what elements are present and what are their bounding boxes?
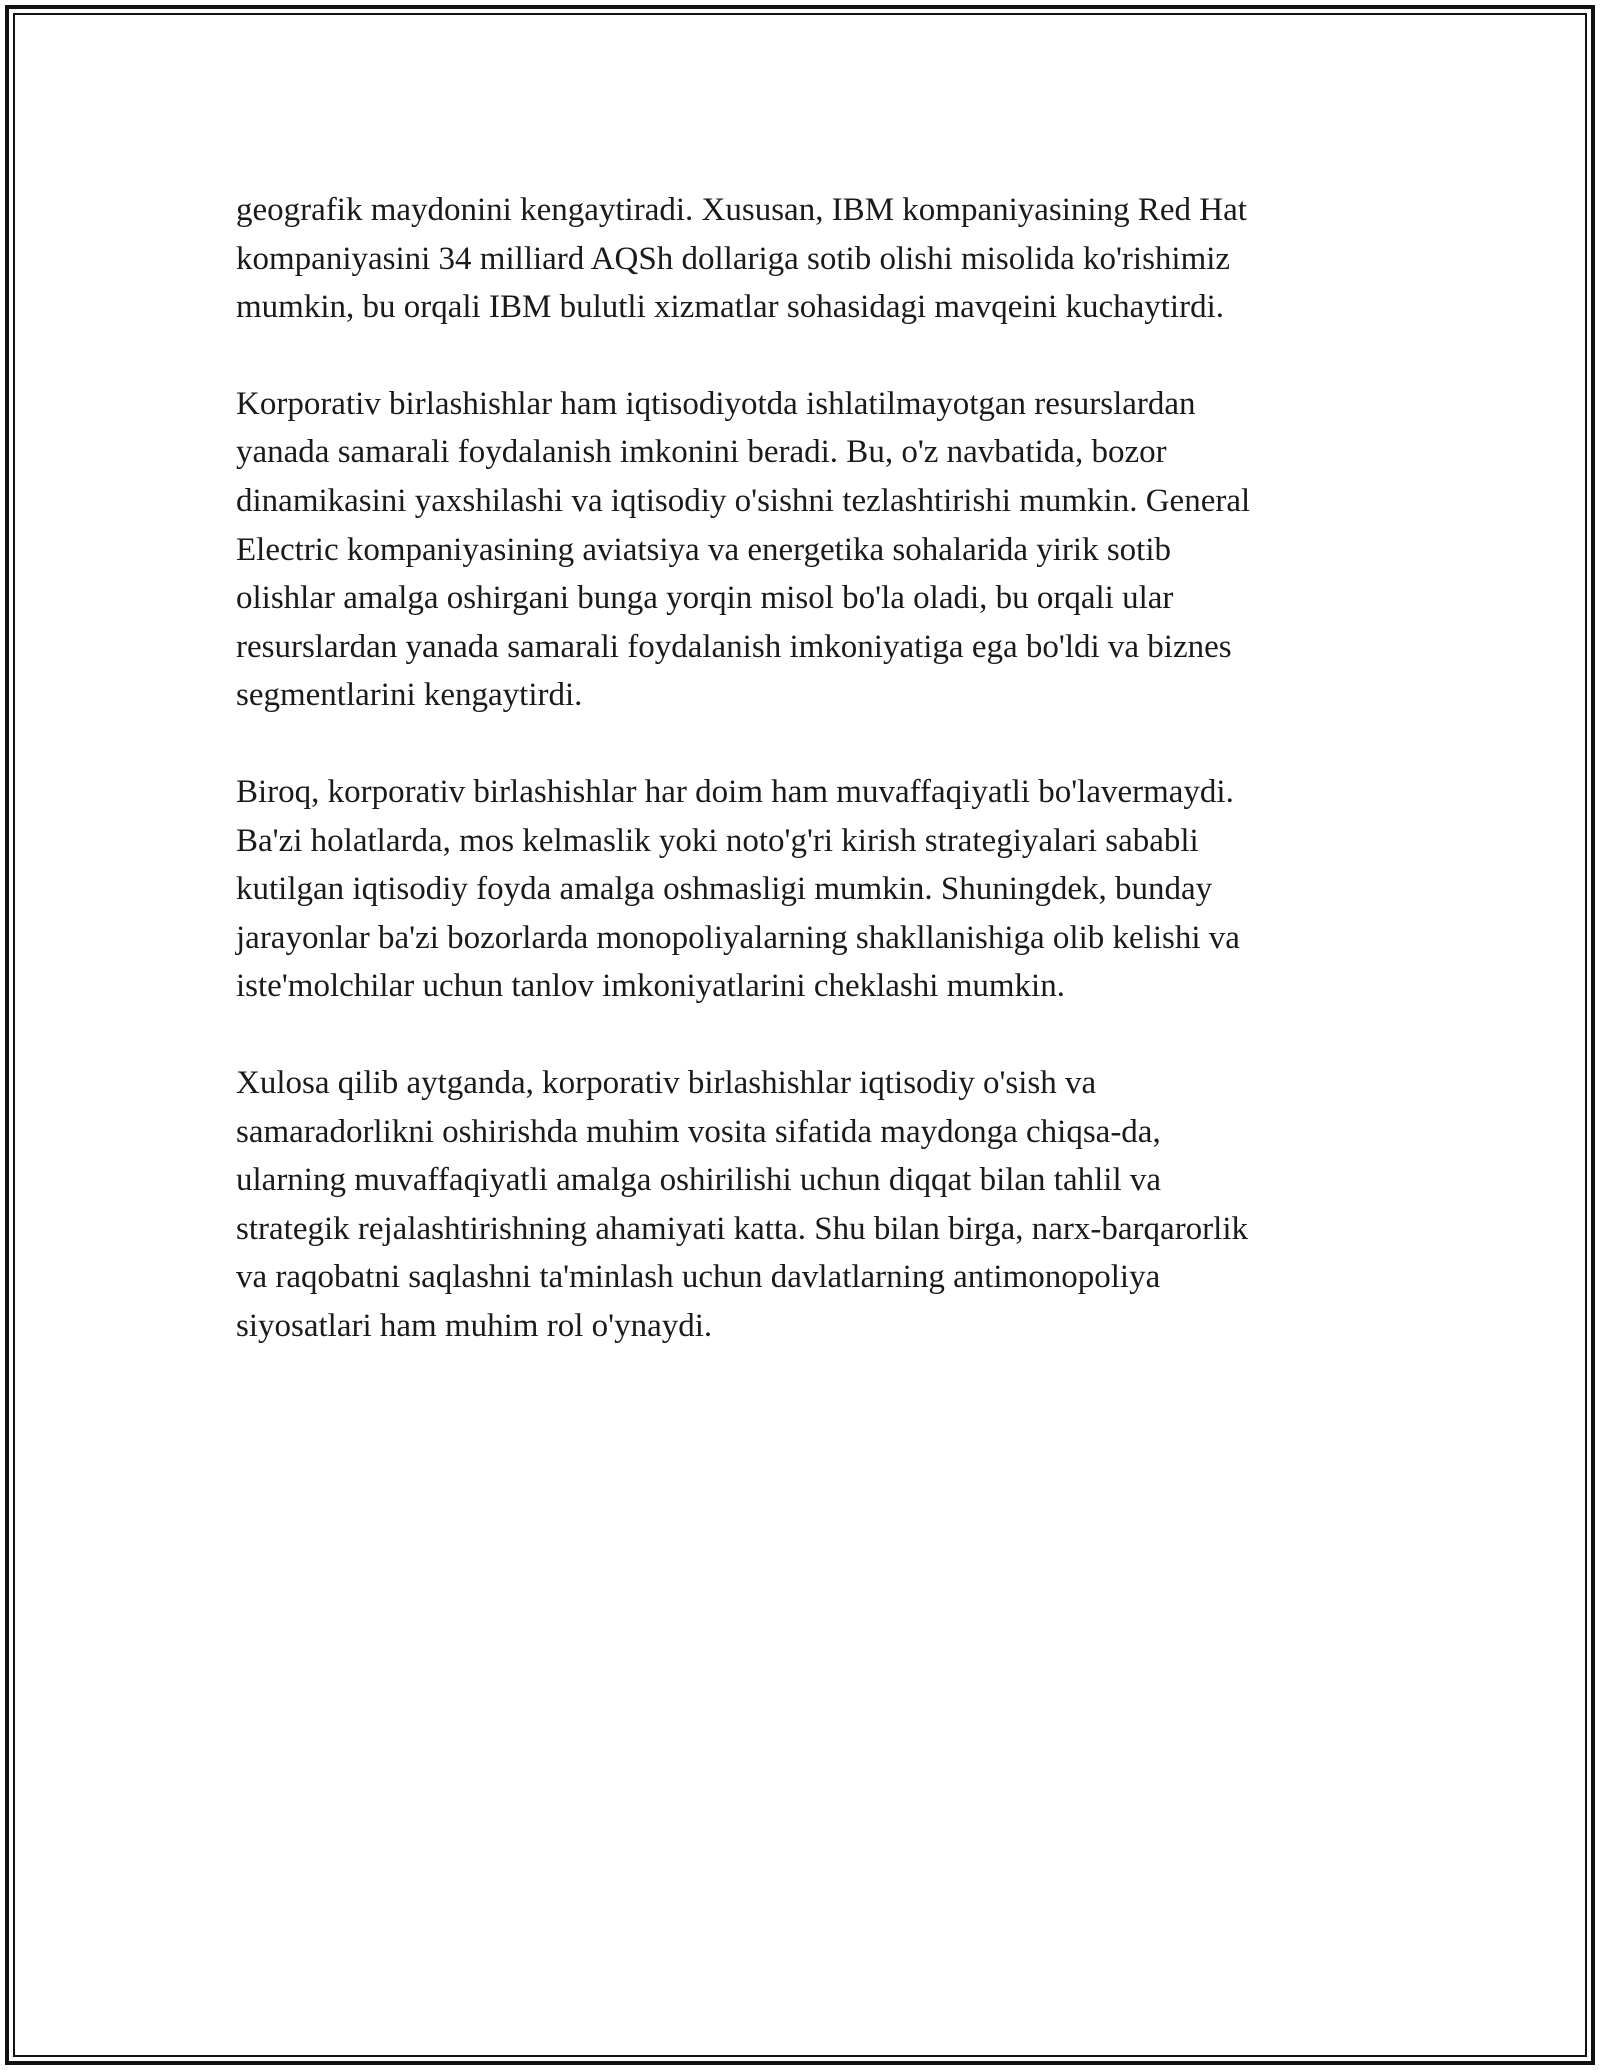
paragraph-conclusion: Xulosa qilib aytganda, korporativ birlashishlar iqtisodiy o'sish va samaradorlikni oshirishda muhim vosita sifatida maydonga chiqsa-da, ularning muvaffaqiyatli amalga oshirilishi uchun diqqat bilan tahlil va strategik rejalashtirishning ahamiyati katta. Shu bilan birga, narx-barqarorlik va raqobatni saqlashni ta'minlash uchun davlatlarning antimonopoliya siyosatlari ham muhim rol o'ynaydi. (236, 1064, 1249, 1344)
paragraph-ibm-red-hat: geografik maydonini kengaytiradi. Xususan, IBM kompaniyasining Red Hat kompaniyasini 34 milliard AQSh dollariga sotib olishi misolida ko'rishimiz mumkin, bu orqali IBM bulutli xizmatlar sohasidagi mavqeini kuchaytirdi. (236, 192, 1247, 326)
paragraph-resource-efficiency: Korporativ birlashishlar ham iqtisodiyotda ishlatilmayotgan resurslardan yanada samarali foydalanish imkonini beradi. Bu, o'z navbatida, bozor dinamikasini yaxshilashi va iqtisodiy o'sishni tezlashtirishi mumkin. General Electric kompaniyasining aviatsiya va energetika sohalarida yirik sotib olishlar amalga oshirgani bunga yorqin misol bo'la oladi, bu orqali ular resurslardan yanada samarali foydalanish imkoniyatiga ega bo'ldi va biznes segmentlarini kengaytirdi. (236, 385, 1251, 714)
document-body (236, 186, 1376, 1398)
paragraph-risks: Biroq, korporativ birlashishlar har doim ham muvaffaqiyatli bo'lavermaydi. Ba'zi holatlarda, mos kelmaslik yoki noto'g'ri kirish strategiyalari sababli kutilgan iqtisodiy foyda amalga oshmasligi mumkin. Shuningdek, bunday jarayonlar ba'zi bozorlarda monopoliyalarning shakllanishiga olib kelishi va iste'molchilar uchun tanlov imkoniyatlarini cheklashi mumkin. (236, 773, 1240, 1005)
